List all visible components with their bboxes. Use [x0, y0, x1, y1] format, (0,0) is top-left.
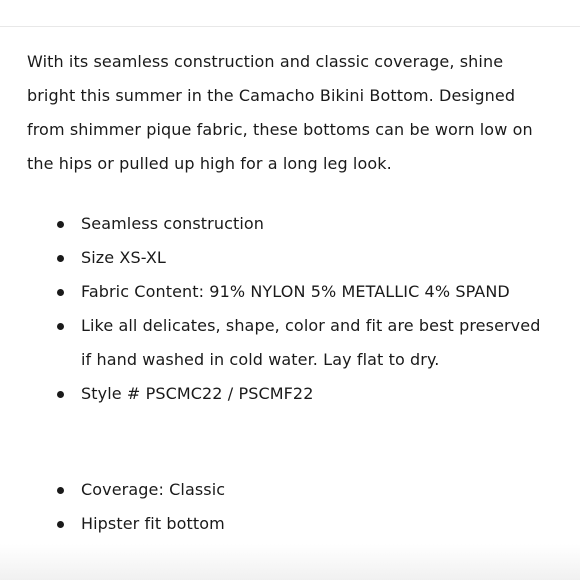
list-item-text: Like all delicates, shape, color and fit are best preserved if hand washed in cold water. Lay flat to dry. [81, 316, 541, 369]
features-list [27, 207, 555, 411]
list-item-text: Seamless construction [81, 214, 265, 233]
list-item-text: Hipster fit bottom [81, 514, 225, 533]
list-item [27, 275, 555, 309]
description-paragraph: With its seamless construction and classic coverage, shine bright this summer in the Camacho Bikini Bottom. Designed from shimmer pique fabric, these bottoms can be worn low on the hips or pulled up high for a long leg look. [27, 52, 533, 173]
bullet-icon [57, 221, 64, 228]
list-item [27, 207, 555, 241]
list-item [27, 507, 555, 541]
bullet-icon [57, 391, 64, 398]
bullet-icon [57, 521, 64, 528]
list-item-text: Fabric Content: 91% NYLON 5% METALLIC 4% SPAND [81, 282, 510, 301]
divider [0, 26, 580, 27]
bullet-icon [57, 289, 64, 296]
list-item [27, 309, 555, 377]
bottom-fade [0, 544, 580, 580]
list-item-text: Size XS-XL [81, 248, 166, 267]
list-item [27, 473, 555, 507]
bullet-icon [57, 323, 64, 330]
list-item [27, 377, 555, 411]
list-item [27, 241, 555, 275]
list-item-text: Style # PSCMC22 / PSCMF22 [81, 384, 314, 403]
list-item-text: Coverage: Classic [81, 480, 226, 499]
bullet-icon [57, 255, 64, 262]
product-details [27, 45, 555, 541]
fit-list [27, 473, 555, 541]
bullet-icon [57, 487, 64, 494]
